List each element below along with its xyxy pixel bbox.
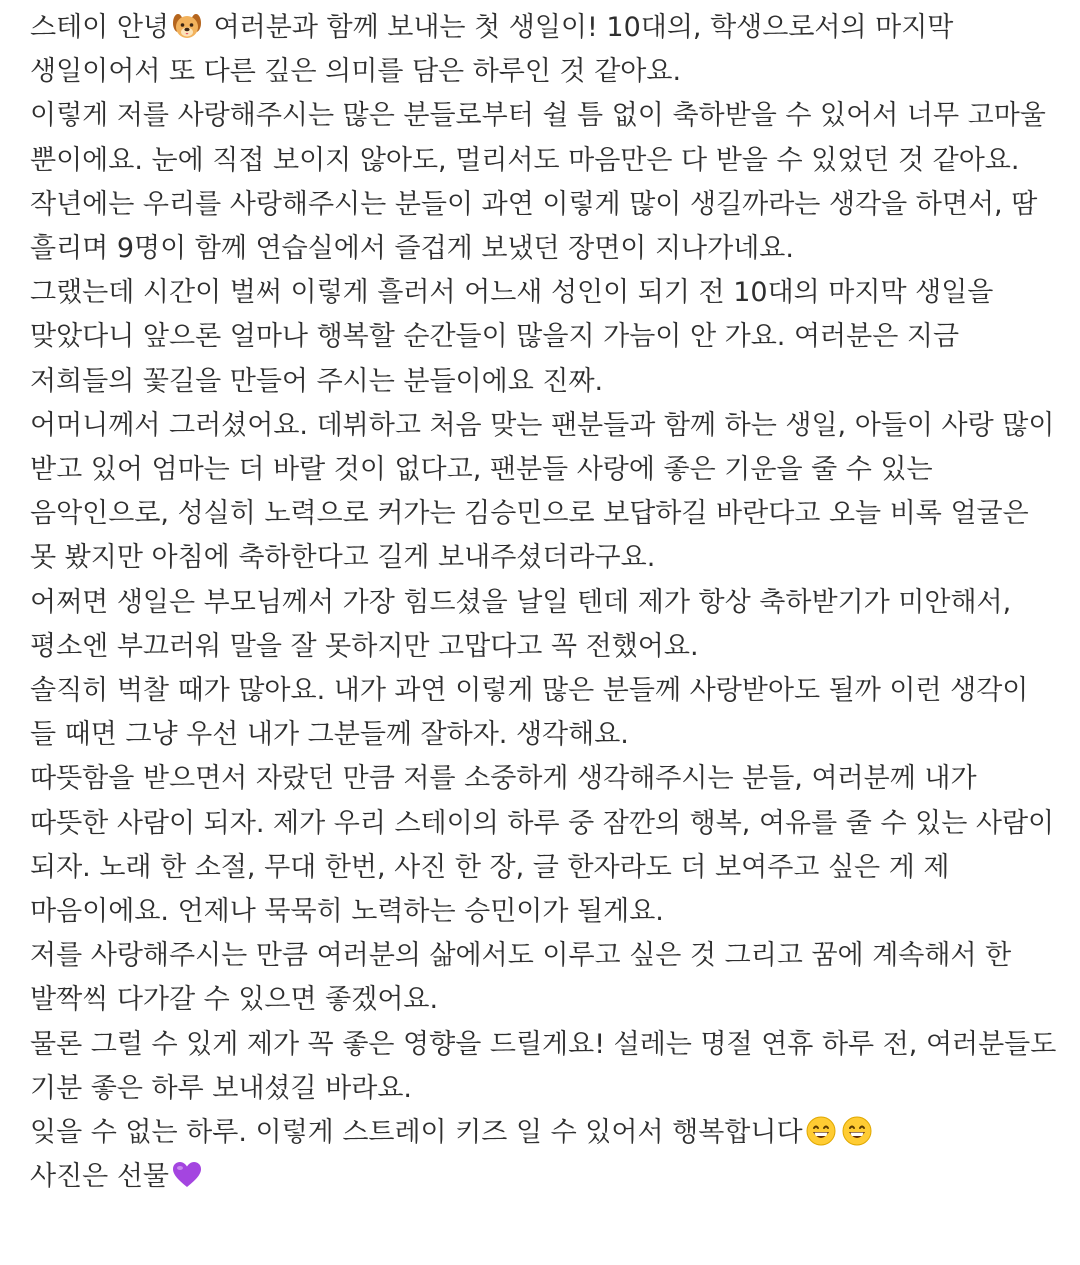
paragraph-photo-gift [30,1155,1062,1199]
paragraph: 어머니께서 그러셨어요. 데뷔하고 처음 맞는 팬분들과 함께 하는 생일, 아들이 사랑 많이 받고 있어 엄마는 더 바랄 것이 없다고, 팬분들 사랑에 좋은 기운을 줄 수 있는 음악인으로, 성실히 노력으로 커가는 김승민으로 보답하길 바란다고 오늘 비록 얼굴은 못 봤지만 아침에 축하한다고 길게 보내주셨더라구요. [30,409,1055,574]
paragraph: 이렇게 저를 사랑해주시는 많은 분들로부터 쉴 틈 없이 축하받을 수 있어서 너무 고마울 뿐이에요. 눈에 직접 보이지 않아도, 멀리서도 마음만은 다 받을 수 있었던 것 같아요. [30,100,1046,176]
dog-face-icon [171,10,203,42]
grinning-face-icon [805,1115,837,1147]
paragraph: 그랬는데 시간이 벌써 이렇게 흘러서 어느새 성인이 되기 전 10대의 마지막 생일을 맞았다니 앞으론 얼마나 행복할 순간들이 많을지 가늠이 안 가요. 여러분은 지금 저희들의 꽃길을 만들어 주시는 분들이에요 진짜. [30,277,994,397]
purple-heart-icon [171,1159,203,1191]
grinning-face-icon [841,1115,873,1147]
paragraph-text: 사진은 선물 [30,1161,169,1193]
paragraph-text: 여러분과 함께 보내는 첫 생일이! 10대의, 학생으로서의 마지막 생일이어서 또 다른 깊은 의미를 담은 하루인 것 같아요. [30,12,954,88]
paragraph: 물론 그럴 수 있게 제가 꼭 좋은 영향을 드릴게요! 설레는 명절 연휴 하루 전, 여러분들도 기분 좋은 하루 보내셨길 바라요. [30,1028,1057,1104]
paragraph: 어쩌면 생일은 부모님께서 가장 힘드셨을 날일 텐데 제가 항상 축하받기가 미안해서, 평소엔 부끄러워 말을 잘 못하지만 고맙다고 꼭 전했어요. [30,586,1012,662]
paragraph-happy [30,1111,1062,1155]
paragraph: 솔직히 벅찰 때가 많아요. 내가 과연 이렇게 많은 분들께 사랑받아도 될까 이런 생각이 들 때면 그냥 우선 내가 그분들께 잘하자. 생각해요. [30,675,1029,751]
paragraph: 작년에는 우리를 사랑해주시는 분들이 과연 이렇게 많이 생길까라는 생각을 하면서, 땀 흘리며 9명이 함께 연습실에서 즐겁게 보냈던 장면이 지나가네요. [30,188,1038,265]
paragraph-text: 잊을 수 없는 하루. 이렇게 스트레이 키즈 일 수 있어서 행복합니다 [30,1117,803,1149]
paragraph-text: 스테이 안녕 [30,12,169,43]
paragraph: 저를 사랑해주시는 만큼 여러분의 삶에서도 이루고 싶은 것 그리고 꿈에 계속해서 한 발짝씩 다가갈 수 있으면 좋겠어요. [30,940,1012,1016]
paragraph: 따뜻함을 받으면서 자랐던 만큼 저를 소중하게 생각해주시는 분들, 여러분께 내가 따뜻한 사람이 되자. 제가 우리 스테이의 하루 중 잠깐의 행복, 여유를 줄 수 있는 사람이 되자. 노래 한 소절, 무대 한번, 사진 한 장, 글 한자라도 더 보여주고 싶은 게 제 마음이에요. 언제나 묵묵히 노력하는 승민이가 될게요. [30,763,1055,928]
paragraph-greeting [30,6,1062,94]
